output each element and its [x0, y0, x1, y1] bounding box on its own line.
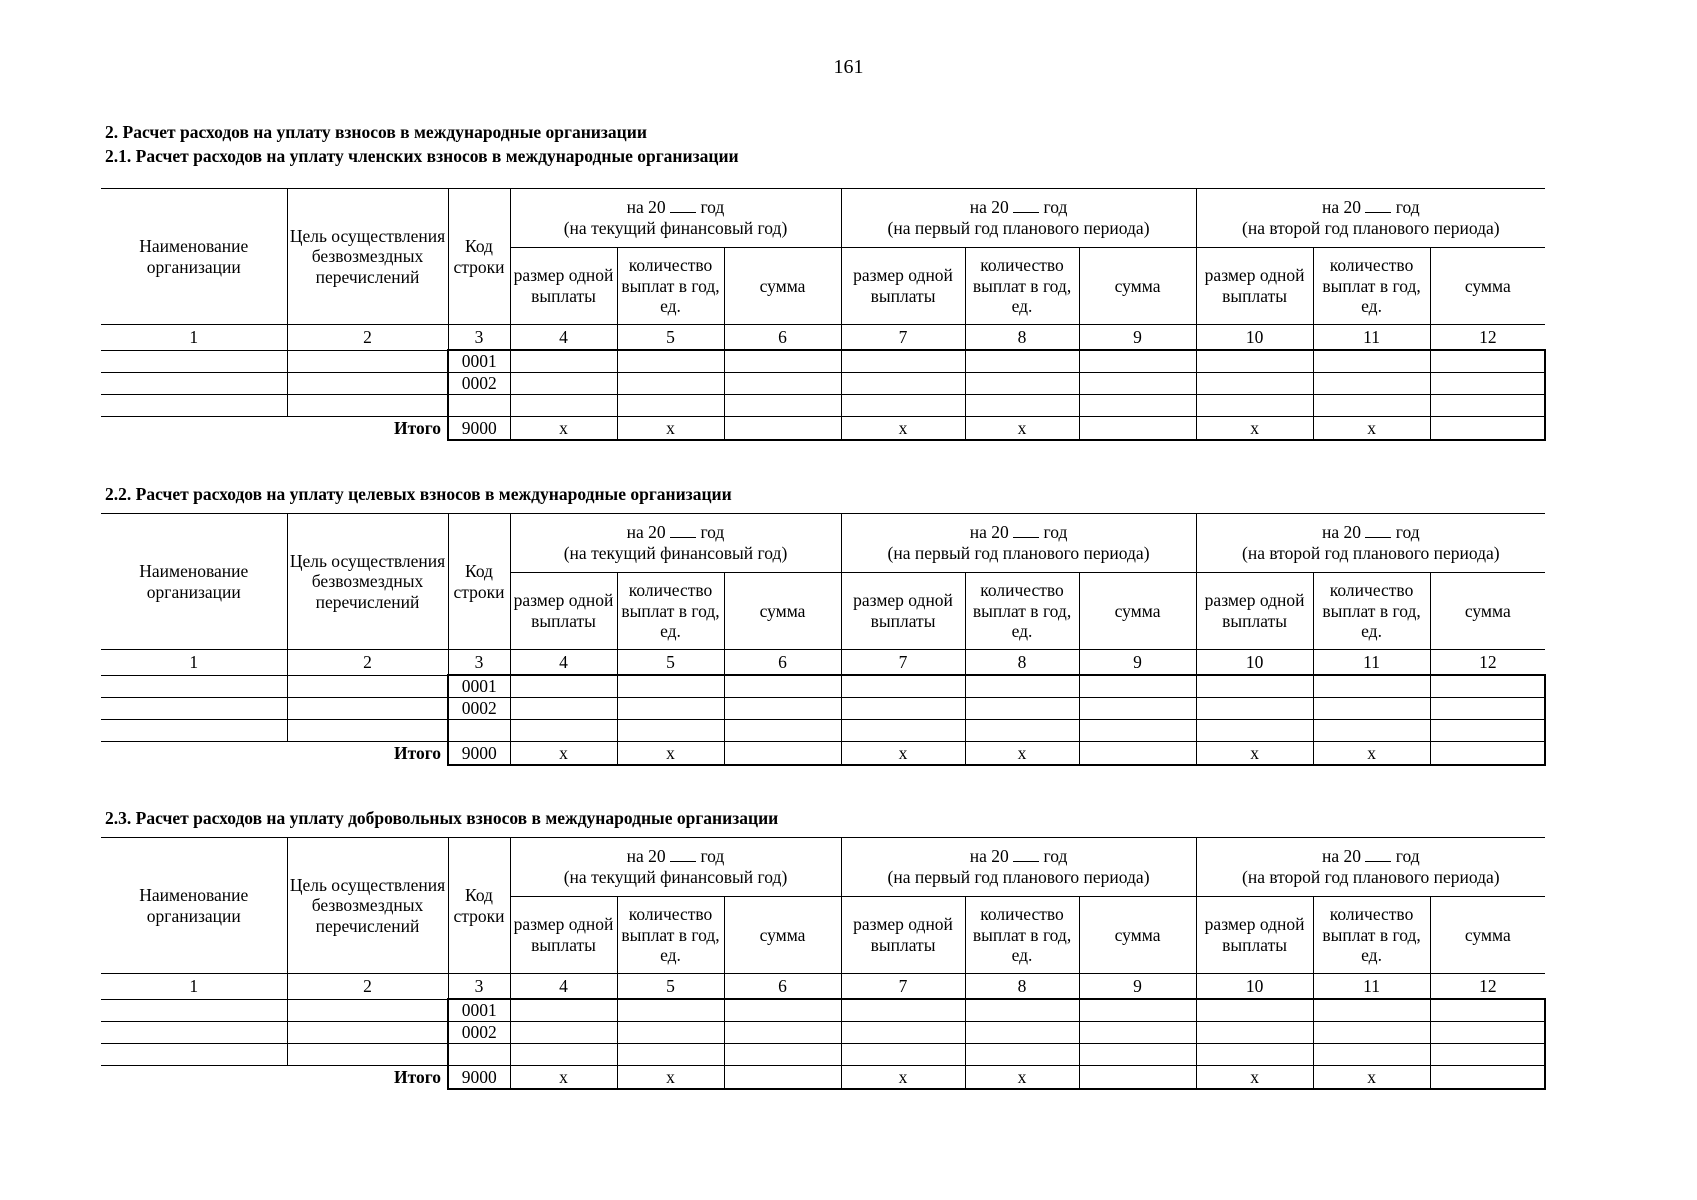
x-mark: x	[841, 742, 965, 766]
year-suffix: год	[1395, 522, 1420, 543]
value-cell[interactable]	[1430, 698, 1545, 720]
column-number: 6	[724, 325, 841, 351]
header-sum: сумма	[1079, 897, 1196, 974]
table-row	[101, 999, 1545, 1022]
value-cell[interactable]	[1313, 675, 1430, 698]
purpose-cell[interactable]	[287, 1022, 448, 1044]
table-row	[101, 675, 1545, 698]
header-line-code: Код строки	[448, 514, 510, 650]
line-code-cell	[448, 1044, 510, 1066]
section-heading-2-3: 2.3. Расчет расходов на уплату добровольных взносов в международные организации	[105, 808, 779, 828]
value-cell[interactable]	[1313, 395, 1430, 417]
value-cell[interactable]	[1196, 675, 1313, 698]
value-cell[interactable]	[1313, 350, 1430, 373]
year-blank	[670, 198, 696, 213]
org-name-cell[interactable]	[101, 720, 287, 742]
header-payments-count: количество выплат в год, ед.	[965, 573, 1079, 650]
value-cell[interactable]	[510, 1022, 617, 1044]
header-org-name: Наименование организации	[101, 189, 287, 325]
column-number: 10	[1196, 650, 1313, 676]
value-cell[interactable]	[1079, 999, 1196, 1022]
value-cell[interactable]	[1079, 373, 1196, 395]
year-prefix: на 20	[969, 197, 1009, 218]
column-number: 7	[841, 650, 965, 676]
value-cell[interactable]	[617, 720, 724, 742]
org-name-cell[interactable]	[101, 1044, 287, 1066]
header-period-current	[510, 838, 841, 897]
column-number: 9	[1079, 325, 1196, 351]
value-cell[interactable]	[1313, 373, 1430, 395]
column-number: 6	[724, 974, 841, 1000]
column-number: 4	[510, 650, 617, 676]
header-purpose: Цель осуществления безвозмездных перечислений	[287, 514, 448, 650]
value-cell[interactable]	[1430, 675, 1545, 698]
header-line-code: Код строки	[448, 838, 510, 974]
total-sum-cell[interactable]	[724, 417, 841, 441]
total-label: Итого	[101, 742, 448, 766]
column-number: 10	[1196, 325, 1313, 351]
value-cell[interactable]	[617, 675, 724, 698]
total-sum-cell[interactable]	[1079, 417, 1196, 441]
total-row	[101, 417, 1545, 441]
value-cell[interactable]	[1079, 1022, 1196, 1044]
table-row	[101, 720, 1545, 742]
line-code-cell: 0001	[448, 999, 510, 1022]
value-cell[interactable]	[724, 1022, 841, 1044]
value-cell[interactable]	[841, 698, 965, 720]
header-sum: сумма	[724, 897, 841, 974]
section-heading-main: 2. Расчет расходов на уплату взносов в международные организации	[105, 122, 647, 142]
org-name-cell[interactable]	[101, 395, 287, 417]
table-row	[101, 698, 1545, 720]
year-suffix: год	[1043, 522, 1068, 543]
x-mark: x	[510, 742, 617, 766]
header-org-name: Наименование организации	[101, 838, 287, 974]
value-cell[interactable]	[965, 395, 1079, 417]
value-cell[interactable]	[841, 999, 965, 1022]
period-label: (на второй год планового периода)	[1242, 867, 1500, 887]
org-name-cell[interactable]	[101, 1022, 287, 1044]
value-cell[interactable]	[1313, 1044, 1430, 1066]
header-sum: сумма	[1079, 573, 1196, 650]
year-blank	[1365, 523, 1391, 538]
period-label: (на текущий финансовый год)	[563, 867, 788, 887]
x-mark: x	[617, 742, 724, 766]
value-cell[interactable]	[1430, 1022, 1545, 1044]
x-mark: x	[965, 742, 1079, 766]
org-name-cell[interactable]	[101, 350, 287, 373]
value-cell[interactable]	[841, 395, 965, 417]
total-sum-cell[interactable]	[1430, 742, 1545, 766]
header-single-payment: размер одной выплаты	[841, 897, 965, 974]
value-cell[interactable]	[617, 373, 724, 395]
header-single-payment: размер одной выплаты	[1196, 573, 1313, 650]
header-purpose: Цель осуществления безвозмездных перечислений	[287, 189, 448, 325]
column-number: 8	[965, 325, 1079, 351]
org-name-cell[interactable]	[101, 675, 287, 698]
column-number-row	[101, 650, 1545, 676]
value-cell[interactable]	[1430, 373, 1545, 395]
column-number: 3	[448, 650, 510, 676]
year-prefix: на 20	[969, 522, 1009, 543]
value-cell[interactable]	[1196, 720, 1313, 742]
column-number: 4	[510, 325, 617, 351]
header-org-name: Наименование организации	[101, 514, 287, 650]
column-number: 4	[510, 974, 617, 1000]
column-number: 2	[287, 650, 448, 676]
value-cell[interactable]	[841, 1044, 965, 1066]
header-period-current	[510, 189, 841, 248]
value-cell[interactable]	[724, 999, 841, 1022]
column-number: 9	[1079, 650, 1196, 676]
header-period-first-plan	[841, 189, 1196, 248]
x-mark: x	[617, 417, 724, 441]
period-label: (на первый год планового периода)	[887, 218, 1150, 238]
value-cell[interactable]	[617, 999, 724, 1022]
x-mark: x	[1313, 742, 1430, 766]
line-code-cell: 0002	[448, 698, 510, 720]
column-number: 12	[1430, 325, 1545, 351]
header-sum: сумма	[724, 248, 841, 325]
value-cell[interactable]	[1430, 1044, 1545, 1066]
total-code-cell: 9000	[448, 742, 510, 766]
purpose-cell[interactable]	[287, 720, 448, 742]
header-purpose: Цель осуществления безвозмездных перечислений	[287, 838, 448, 974]
x-mark: x	[1313, 417, 1430, 441]
total-sum-cell[interactable]	[1079, 742, 1196, 766]
x-mark: x	[1196, 1066, 1313, 1090]
total-sum-cell[interactable]	[724, 742, 841, 766]
year-blank	[1365, 847, 1391, 862]
year-prefix: на 20	[626, 846, 666, 867]
header-period-second-plan	[1196, 838, 1545, 897]
period-label: (на текущий финансовый год)	[563, 543, 788, 563]
header-payments-count: количество выплат в год, ед.	[1313, 248, 1430, 325]
header-period-first-plan	[841, 514, 1196, 573]
value-cell[interactable]	[1079, 720, 1196, 742]
value-cell[interactable]	[1196, 350, 1313, 373]
value-cell[interactable]	[1313, 698, 1430, 720]
total-row	[101, 1066, 1545, 1090]
total-row	[101, 742, 1545, 766]
value-cell[interactable]	[1430, 720, 1545, 742]
value-cell[interactable]	[1313, 1022, 1430, 1044]
value-cell[interactable]	[617, 698, 724, 720]
purpose-cell[interactable]	[287, 373, 448, 395]
header-payments-count: количество выплат в год, ед.	[1313, 573, 1430, 650]
value-cell[interactable]	[1430, 350, 1545, 373]
value-cell[interactable]	[1079, 350, 1196, 373]
line-code-cell: 0002	[448, 373, 510, 395]
value-cell[interactable]	[1196, 698, 1313, 720]
value-cell[interactable]	[510, 698, 617, 720]
table-row	[101, 350, 1545, 373]
total-sum-cell[interactable]	[1079, 1066, 1196, 1090]
line-code-cell: 0001	[448, 350, 510, 373]
value-cell[interactable]	[724, 373, 841, 395]
value-cell[interactable]	[510, 675, 617, 698]
org-name-cell[interactable]	[101, 698, 287, 720]
header-payments-count: количество выплат в год, ед.	[617, 248, 724, 325]
year-prefix: на 20	[1321, 846, 1361, 867]
column-number-row	[101, 974, 1545, 1000]
year-blank	[1013, 523, 1039, 538]
value-cell[interactable]	[724, 675, 841, 698]
section-heading-2-2: 2.2. Расчет расходов на уплату целевых взносов в международные организации	[105, 484, 732, 504]
value-cell[interactable]	[1079, 698, 1196, 720]
header-period-current	[510, 514, 841, 573]
column-number: 9	[1079, 974, 1196, 1000]
header-payments-count: количество выплат в год, ед.	[965, 248, 1079, 325]
year-suffix: год	[700, 846, 725, 867]
header-line-code: Код строки	[448, 189, 510, 325]
column-number: 10	[1196, 974, 1313, 1000]
column-number: 3	[448, 974, 510, 1000]
value-cell[interactable]	[510, 395, 617, 417]
year-suffix: год	[1043, 846, 1068, 867]
value-cell[interactable]	[1196, 1044, 1313, 1066]
period-label: (на первый год планового периода)	[887, 867, 1150, 887]
header-sum: сумма	[1430, 248, 1545, 325]
header-single-payment: размер одной выплаты	[841, 573, 965, 650]
column-number: 12	[1430, 974, 1545, 1000]
purpose-cell[interactable]	[287, 675, 448, 698]
column-number: 11	[1313, 650, 1430, 676]
header-sum: сумма	[724, 573, 841, 650]
year-blank	[1013, 198, 1039, 213]
value-cell[interactable]	[1313, 999, 1430, 1022]
purpose-cell[interactable]	[287, 999, 448, 1022]
total-label: Итого	[101, 1066, 448, 1090]
header-sum: сумма	[1430, 897, 1545, 974]
value-cell[interactable]	[965, 1044, 1079, 1066]
period-label: (на второй год планового периода)	[1242, 543, 1500, 563]
table-2-1	[101, 188, 1546, 441]
purpose-cell[interactable]	[287, 698, 448, 720]
value-cell[interactable]	[1430, 395, 1545, 417]
column-number: 1	[101, 974, 287, 1000]
value-cell[interactable]	[1196, 395, 1313, 417]
total-label: Итого	[101, 417, 448, 441]
year-suffix: год	[1395, 846, 1420, 867]
column-number: 3	[448, 325, 510, 351]
year-suffix: год	[1395, 197, 1420, 218]
value-cell[interactable]	[841, 373, 965, 395]
header-single-payment: размер одной выплаты	[510, 573, 617, 650]
value-cell[interactable]	[965, 720, 1079, 742]
period-label: (на второй год планового периода)	[1242, 218, 1500, 238]
column-number: 2	[287, 974, 448, 1000]
value-cell[interactable]	[965, 1022, 1079, 1044]
column-number: 8	[965, 650, 1079, 676]
purpose-cell[interactable]	[287, 395, 448, 417]
table-row	[101, 395, 1545, 417]
value-cell[interactable]	[510, 720, 617, 742]
value-cell[interactable]	[510, 1044, 617, 1066]
column-number: 1	[101, 650, 287, 676]
column-number: 11	[1313, 325, 1430, 351]
x-mark: x	[1196, 417, 1313, 441]
section-heading-2-1: 2.1. Расчет расходов на уплату членских взносов в международные организации	[105, 146, 739, 166]
total-sum-cell[interactable]	[724, 1066, 841, 1090]
x-mark: x	[1313, 1066, 1430, 1090]
header-period-second-plan	[1196, 514, 1545, 573]
x-mark: x	[965, 417, 1079, 441]
year-prefix: на 20	[969, 846, 1009, 867]
header-payments-count: количество выплат в год, ед.	[617, 573, 724, 650]
column-number: 6	[724, 650, 841, 676]
header-single-payment: размер одной выплаты	[510, 897, 617, 974]
line-code-cell	[448, 395, 510, 417]
value-cell[interactable]	[617, 350, 724, 373]
org-name-cell[interactable]	[101, 373, 287, 395]
column-number: 7	[841, 974, 965, 1000]
value-cell[interactable]	[510, 373, 617, 395]
total-sum-cell[interactable]	[1430, 417, 1545, 441]
x-mark: x	[617, 1066, 724, 1090]
value-cell[interactable]	[724, 698, 841, 720]
value-cell[interactable]	[965, 373, 1079, 395]
total-sum-cell[interactable]	[1430, 1066, 1545, 1090]
x-mark: x	[510, 1066, 617, 1090]
table-row	[101, 1044, 1545, 1066]
x-mark: x	[841, 417, 965, 441]
value-cell[interactable]	[510, 350, 617, 373]
x-mark: x	[1196, 742, 1313, 766]
value-cell[interactable]	[617, 395, 724, 417]
column-number: 5	[617, 650, 724, 676]
header-period-second-plan	[1196, 189, 1545, 248]
column-number: 5	[617, 974, 724, 1000]
x-mark: x	[510, 417, 617, 441]
column-number: 1	[101, 325, 287, 351]
value-cell[interactable]	[510, 999, 617, 1022]
column-number: 5	[617, 325, 724, 351]
value-cell[interactable]	[965, 675, 1079, 698]
value-cell[interactable]	[724, 1044, 841, 1066]
total-code-cell: 9000	[448, 1066, 510, 1090]
table-row	[101, 1022, 1545, 1044]
header-payments-count: количество выплат в год, ед.	[965, 897, 1079, 974]
line-code-cell: 0001	[448, 675, 510, 698]
line-code-cell: 0002	[448, 1022, 510, 1044]
header-payments-count: количество выплат в год, ед.	[1313, 897, 1430, 974]
value-cell[interactable]	[1196, 373, 1313, 395]
table-2-2	[101, 513, 1546, 766]
value-cell[interactable]	[965, 999, 1079, 1022]
column-number: 12	[1430, 650, 1545, 676]
value-cell[interactable]	[724, 720, 841, 742]
year-blank	[1365, 198, 1391, 213]
header-sum: сумма	[1430, 573, 1545, 650]
column-number: 2	[287, 325, 448, 351]
header-period-first-plan	[841, 838, 1196, 897]
header-single-payment: размер одной выплаты	[510, 248, 617, 325]
value-cell[interactable]	[841, 720, 965, 742]
value-cell[interactable]	[965, 350, 1079, 373]
column-number-row	[101, 325, 1545, 351]
value-cell[interactable]	[724, 395, 841, 417]
year-blank	[1013, 847, 1039, 862]
year-blank	[670, 847, 696, 862]
value-cell[interactable]	[1430, 999, 1545, 1022]
value-cell[interactable]	[841, 350, 965, 373]
header-single-payment: размер одной выплаты	[1196, 897, 1313, 974]
year-suffix: год	[1043, 197, 1068, 218]
value-cell[interactable]	[617, 1044, 724, 1066]
header-payments-count: количество выплат в год, ед.	[617, 897, 724, 974]
header-sum: сумма	[1079, 248, 1196, 325]
total-code-cell: 9000	[448, 417, 510, 441]
purpose-cell[interactable]	[287, 350, 448, 373]
value-cell[interactable]	[1196, 1022, 1313, 1044]
x-mark: x	[841, 1066, 965, 1090]
header-single-payment: размер одной выплаты	[841, 248, 965, 325]
year-prefix: на 20	[1321, 197, 1361, 218]
year-suffix: год	[700, 522, 725, 543]
value-cell[interactable]	[965, 698, 1079, 720]
value-cell[interactable]	[1079, 675, 1196, 698]
purpose-cell[interactable]	[287, 1044, 448, 1066]
year-blank	[670, 523, 696, 538]
table-row	[101, 373, 1545, 395]
value-cell[interactable]	[617, 1022, 724, 1044]
header-single-payment: размер одной выплаты	[1196, 248, 1313, 325]
x-mark: x	[965, 1066, 1079, 1090]
column-number: 11	[1313, 974, 1430, 1000]
year-prefix: на 20	[626, 197, 666, 218]
value-cell[interactable]	[1313, 720, 1430, 742]
year-prefix: на 20	[626, 522, 666, 543]
year-prefix: на 20	[1321, 522, 1361, 543]
period-label: (на первый год планового периода)	[887, 543, 1150, 563]
page-number: 161	[833, 56, 864, 78]
value-cell[interactable]	[841, 1022, 965, 1044]
table-2-3	[101, 837, 1546, 1090]
year-suffix: год	[700, 197, 725, 218]
period-label: (на текущий финансовый год)	[563, 218, 788, 238]
value-cell[interactable]	[1196, 999, 1313, 1022]
value-cell[interactable]	[1079, 1044, 1196, 1066]
value-cell[interactable]	[1079, 395, 1196, 417]
column-number: 7	[841, 325, 965, 351]
column-number: 8	[965, 974, 1079, 1000]
value-cell[interactable]	[841, 675, 965, 698]
value-cell[interactable]	[724, 350, 841, 373]
org-name-cell[interactable]	[101, 999, 287, 1022]
line-code-cell	[448, 720, 510, 742]
